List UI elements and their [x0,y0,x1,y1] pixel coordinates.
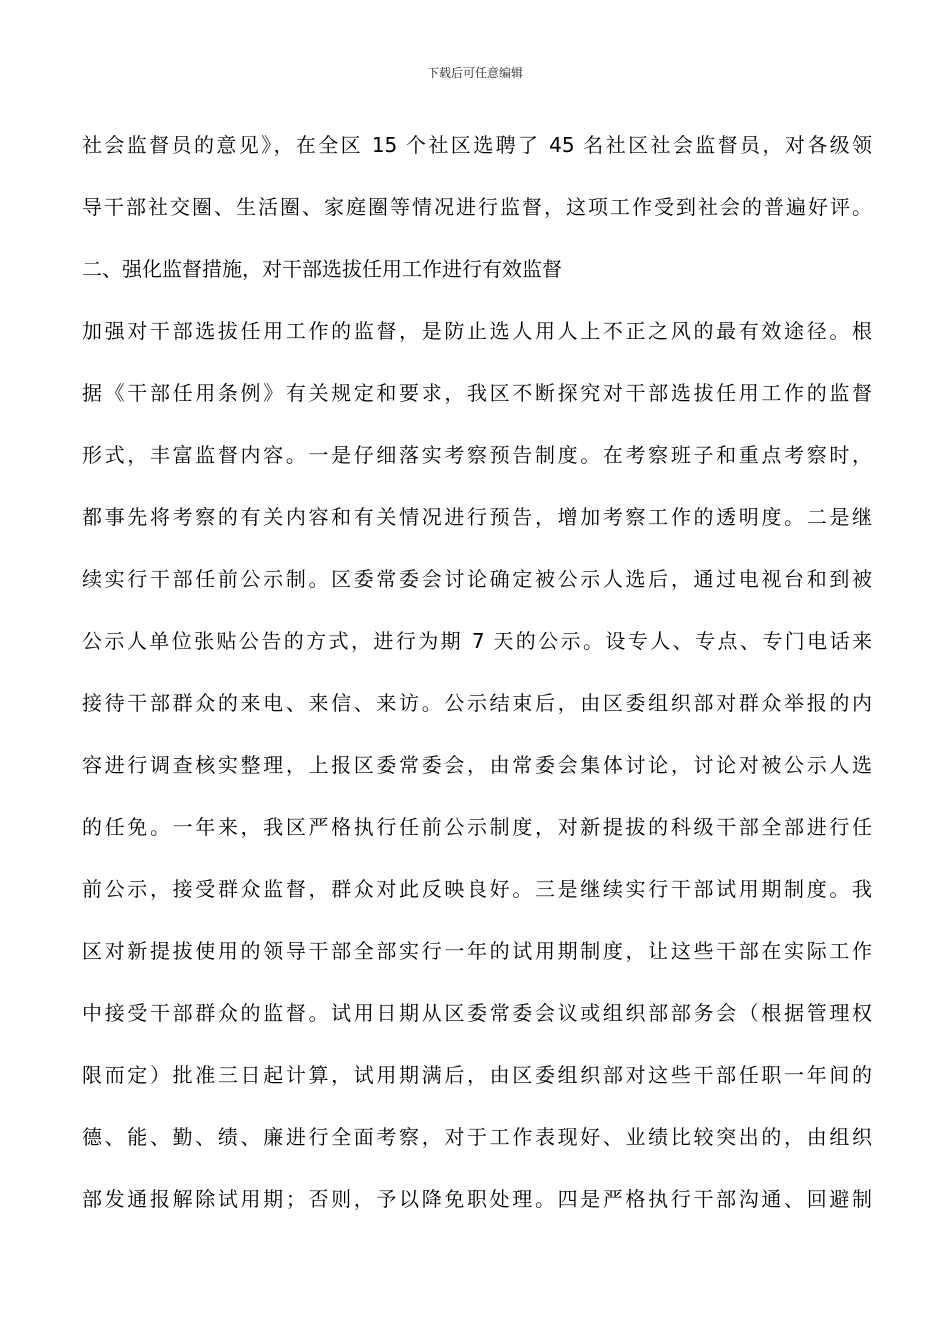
text-line: 续实行干部任前公示制。区委常委会讨论确定被公示人选后，通过电视台和到被 [82,567,872,591]
text-line: 区对新提拔使用的领导干部全部实行一年的试用期制度，让这些干部在实际工作 [82,939,872,963]
text-line: 容进行调查核实整理，上报区委常委会，由常委会集体讨论，讨论对被公示人选 [82,753,872,777]
text-line: 接待干部群众的来电、来信、来访。公示结束后，由区委组织部对群众举报的内 [82,691,872,715]
text-line: 形式，丰富监督内容。一是仔细落实考察预告制度。在考察班子和重点考察时， [82,443,872,467]
text-line: 部发通报解除试用期；否则，予以降免职处理。四是严格执行干部沟通、回避制 [82,1187,872,1211]
text-line: 中接受干部群众的监督。试用日期从区委常委会议或组织部部务会（根据管理权 [82,1001,872,1025]
section-heading: 二、强化监督措施，对干部选拔任用工作进行有效监督 [82,257,562,281]
text-line: 都事先将考察的有关内容和有关情况进行预告，增加考察工作的透明度。二是继 [82,505,872,529]
text-line: 的任免。一年来，我区严格执行任前公示制度，对新提拔的科级干部全部进行任 [82,815,872,839]
text-line: 公示人单位张贴公告的方式，进行为期 7 天的公示。设专人、专点、专门电话来 [82,629,872,653]
document-body [82,114,872,1230]
text-line: 前公示，接受群众监督，群众对此反映良好。三是继续实行干部试用期制度。我 [82,877,872,901]
text-line: 据《干部任用条例》有关规定和要求，我区不断探究对干部选拔任用工作的监督 [82,381,872,405]
text-line: 导干部社交圈、生活圈、家庭圈等情况进行监督，这项工作受到社会的普遍好评。 [82,195,872,219]
page-header: 下载后可任意编辑 [426,66,523,80]
text-line: 社会监督员的意见》，在全区 15 个社区选聘了 45 名社区社会监督员，对各级领 [82,133,872,157]
text-line: 加强对干部选拔任用工作的监督，是防止选人用人上不正之风的最有效途径。根 [82,319,872,343]
text-line: 限而定）批准三日起计算，试用期满后，由区委组织部对这些干部任职一年间的 [82,1063,872,1087]
text-line: 德、能、勤、绩、廉进行全面考察，对于工作表现好、业绩比较突出的，由组织 [82,1125,872,1149]
